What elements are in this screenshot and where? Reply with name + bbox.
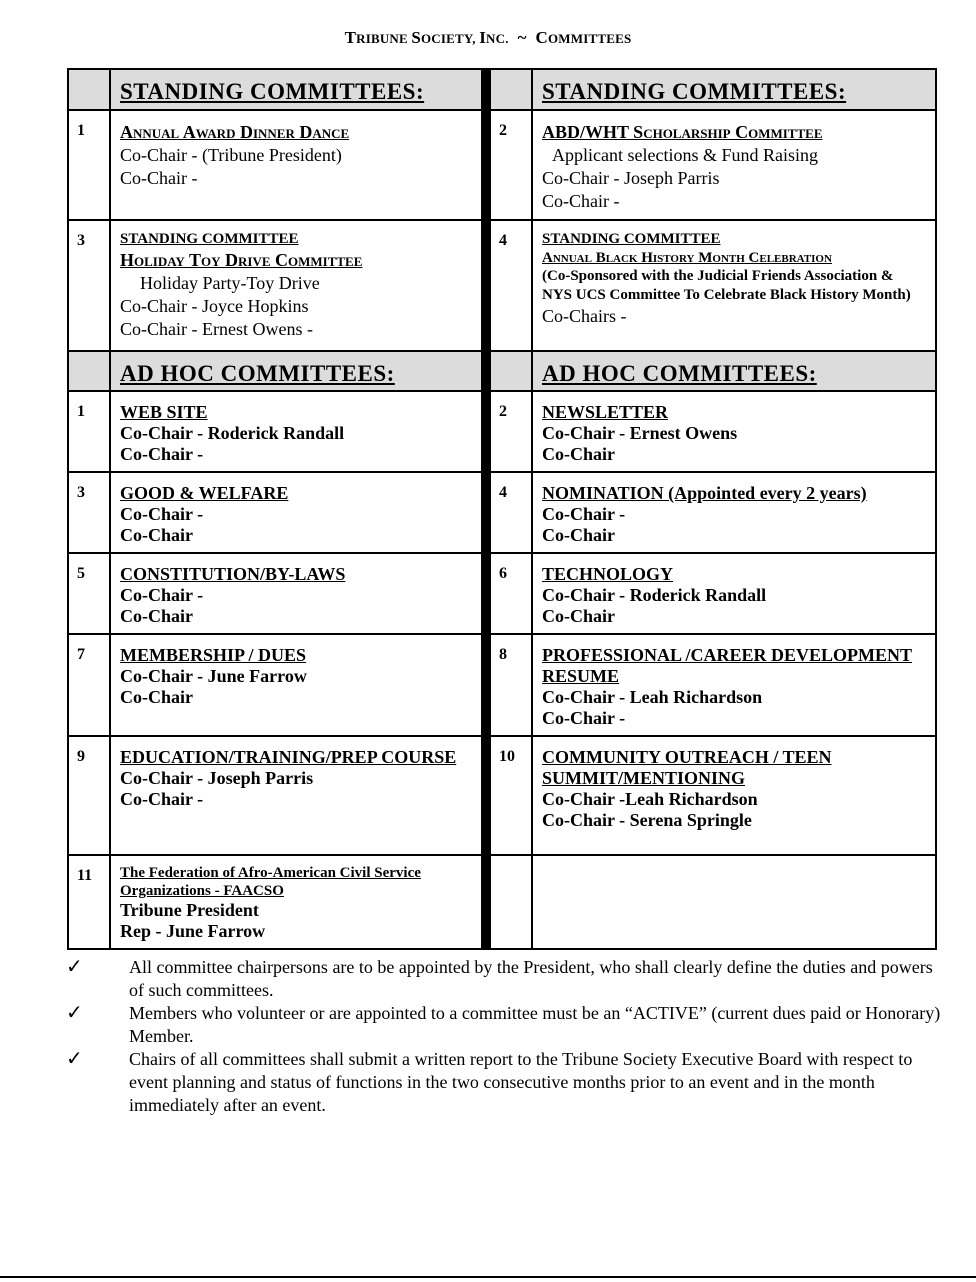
table-row xyxy=(68,472,936,553)
co-chair-line: Co-Chair - xyxy=(120,168,198,188)
co-chair-line: Co-Chair - xyxy=(120,444,204,464)
co-chair-line: Co-Chair - xyxy=(542,191,620,211)
co-chair-line: Co-Chair - Roderick Randall xyxy=(542,585,767,605)
co-chair-line: Co-Chair xyxy=(120,687,193,707)
notes-list xyxy=(62,956,942,1117)
committee-number: 9 xyxy=(68,736,110,855)
committee-name-cont: Organizations - FAACSO xyxy=(120,883,284,899)
committee-name: CONSTITUTION/BY-LAWS xyxy=(120,564,346,584)
co-chair-line: Co-Chair -Leah Richardson xyxy=(542,789,758,809)
co-chair-line: Co-Chair - Joseph Parris xyxy=(542,168,720,188)
co-chair-line: Co-Chair xyxy=(542,444,615,464)
co-chair-line: Co-Chair - Joyce Hopkins xyxy=(120,296,309,316)
committee-name: GOOD & WELFARE xyxy=(120,483,289,503)
empty-cell xyxy=(532,855,936,949)
rep-line: Tribune President xyxy=(120,900,259,920)
co-chair-line: Co-Chair - Ernest Owens xyxy=(542,423,738,443)
note-text: Chairs of all committees shall submit a written report to the Tribune Society Executive Board with respect to event planning and status of functions in the two consecutive months prior to an event and in the month immediately after an event. xyxy=(129,1049,913,1115)
committee-name: PROFESSIONAL /CAREER DEVELOPMENT xyxy=(542,645,913,665)
table-row xyxy=(68,855,936,949)
committee-note: (Co-Sponsored with the Judicial Friends Association & NYS UCS Committee To Celebrate Black History Month) xyxy=(542,268,911,303)
adhoc-committees-heading-left: AD HOC COMMITTEES: xyxy=(120,361,395,386)
co-chair-line: Co-Chair - xyxy=(120,504,204,524)
co-chair-line: Co-Chair - Serena Springle xyxy=(542,810,752,830)
rep-line: Rep - June Farrow xyxy=(120,921,266,941)
standing-committees-heading-right: STANDING COMMITTEES: xyxy=(542,79,847,104)
adhoc-header-row xyxy=(68,351,936,391)
table-row xyxy=(68,634,936,736)
committee-number: 8 xyxy=(490,634,532,736)
checkmark-icon: ✓ xyxy=(66,956,83,978)
committee-number: 10 xyxy=(490,736,532,855)
committee-number: 2 xyxy=(490,391,532,472)
committee-number: 3 xyxy=(68,220,110,351)
co-chair-line: Co-Chair - xyxy=(120,789,204,809)
adhoc-committees-heading-right: AD HOC COMMITTEES: xyxy=(542,361,817,386)
table-row xyxy=(68,736,936,855)
co-chair-line: Co-Chair xyxy=(120,525,193,545)
co-chair-line: Co-Chair - June Farrow xyxy=(120,666,307,686)
document-title: TRIBUNE SOCIETY, INC. ~ COMMITTEES xyxy=(344,28,632,47)
co-chair-line: Co-Chair - xyxy=(120,585,204,605)
checkmark-icon: ✓ xyxy=(66,1002,83,1024)
committee-number: 4 xyxy=(490,220,532,351)
committee-name-cont: RESUME xyxy=(542,666,620,686)
committee-number: 5 xyxy=(68,553,110,634)
co-chair-line: Co-Chair - (Tribune President) xyxy=(120,145,342,165)
table-row xyxy=(68,110,936,220)
committee-name: COMMUNITY OUTREACH / TEEN xyxy=(542,747,832,767)
committee-description: Holiday Party-Toy Drive xyxy=(140,273,320,293)
co-chair-line: Co-Chair - Leah Richardson xyxy=(542,687,763,707)
committee-name: MEMBERSHIP / DUES xyxy=(120,645,307,665)
committee-number: 6 xyxy=(490,553,532,634)
standing-header-row xyxy=(68,69,936,110)
committee-number: 7 xyxy=(68,634,110,736)
committee-name: NEWSLETTER xyxy=(542,402,669,422)
committee-number: 11 xyxy=(68,855,110,949)
committee-label: STANDING COMMITTEE xyxy=(120,231,299,247)
committee-name: Annual Black History Month Celebration xyxy=(542,250,832,266)
note-text: Members who volunteer or are appointed to a committee must be an “ACTIVE” (current dues paid or Honorary) Member. xyxy=(129,1003,941,1046)
co-chair-line: Co-Chair xyxy=(542,525,615,545)
committee-name: The Federation of Afro-American Civil Service xyxy=(120,865,421,881)
table-row xyxy=(68,553,936,634)
committee-name-cont: SUMMIT/MENTIONING xyxy=(542,768,746,788)
standing-committees-heading-left: STANDING COMMITTEES: xyxy=(120,79,425,104)
note-item xyxy=(62,1048,942,1117)
committees-table xyxy=(67,68,937,950)
committee-name: WEB SITE xyxy=(120,402,208,422)
co-chair-line: Co-Chairs - xyxy=(542,306,627,326)
co-chair-line: Co-Chair - xyxy=(542,504,626,524)
committee-number: 1 xyxy=(68,110,110,220)
committee-name: ABD/WHT Scholarship Committee xyxy=(542,122,823,142)
note-item xyxy=(62,1002,942,1048)
table-row xyxy=(68,220,936,351)
note-item xyxy=(62,956,942,1002)
committee-name: TECHNOLOGY xyxy=(542,564,674,584)
committee-name: Holiday Toy Drive Committee xyxy=(120,250,363,270)
page-bottom-rule xyxy=(0,1276,976,1278)
table-row xyxy=(68,391,936,472)
co-chair-line: Co-Chair - xyxy=(542,708,626,728)
committee-number: 4 xyxy=(490,472,532,553)
co-chair-line: Co-Chair - Roderick Randall xyxy=(120,423,345,443)
committee-name: NOMINATION (Appointed every 2 years) xyxy=(542,483,867,503)
committee-name: EDUCATION/TRAINING/PREP COURSE xyxy=(120,747,457,767)
committee-description: Applicant selections & Fund Raising xyxy=(552,145,818,165)
committee-number: 2 xyxy=(490,110,532,220)
checkmark-icon: ✓ xyxy=(66,1048,83,1070)
co-chair-line: Co-Chair - Ernest Owens - xyxy=(120,319,313,339)
committee-label: STANDING COMMITTEE xyxy=(542,231,721,247)
co-chair-line: Co-Chair xyxy=(542,606,615,626)
committee-number: 1 xyxy=(68,391,110,472)
committee-number: 3 xyxy=(68,472,110,553)
co-chair-line: Co-Chair xyxy=(120,606,193,626)
note-text: All committee chairpersons are to be appointed by the President, who shall clearly define the duties and powers of such committees. xyxy=(129,957,933,1000)
committee-name: Annual Award Dinner Dance xyxy=(120,122,350,142)
co-chair-line: Co-Chair - Joseph Parris xyxy=(120,768,314,788)
